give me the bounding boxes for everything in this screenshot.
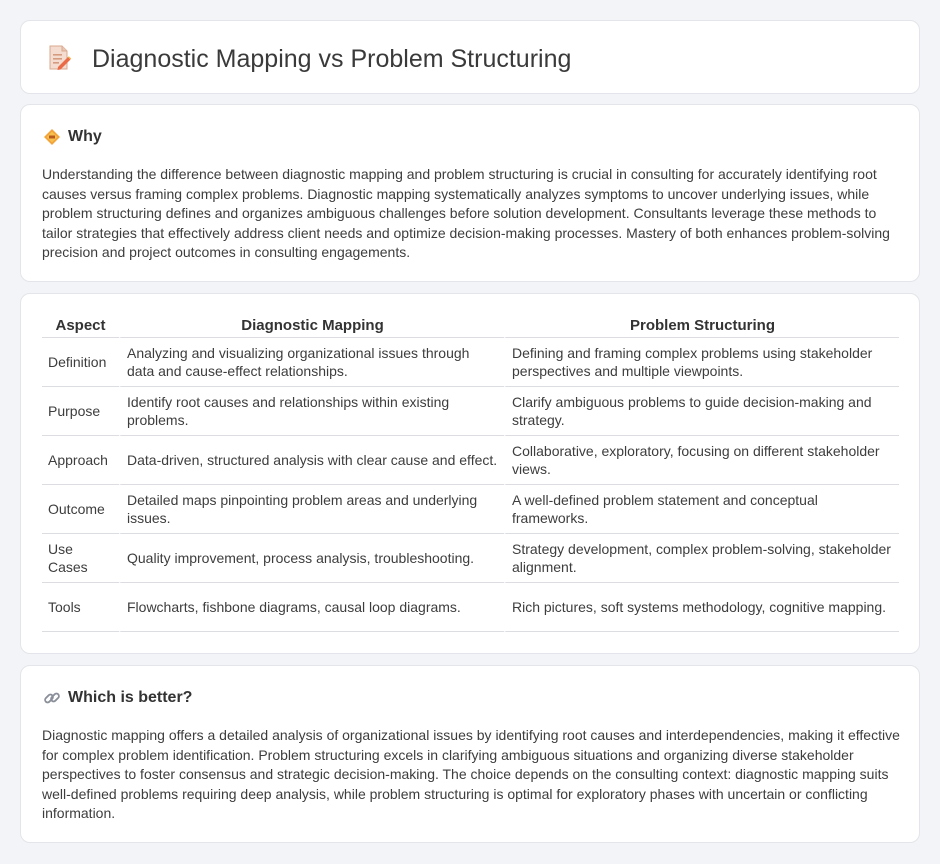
- problem-structuring-cell: A well-defined problem statement and conceptual frameworks.: [504, 485, 899, 534]
- comparison-table: [42, 316, 899, 632]
- better-heading: [43, 688, 192, 708]
- which-is-better-card: [20, 665, 920, 843]
- problem-structuring-cell: Rich pictures, soft systems methodology, cognitive mapping.: [504, 583, 899, 632]
- diagnostic-mapping-cell: Data-driven, structured analysis with clear cause and effect.: [119, 436, 504, 485]
- aspect-cell: Outcome: [42, 485, 119, 534]
- aspect-cell: Purpose: [42, 387, 119, 436]
- diagnostic-mapping-cell: Identify root causes and relationships within existing problems.: [119, 387, 504, 436]
- better-heading-text: Which is better?: [68, 689, 193, 706]
- table-header-row: [42, 316, 899, 338]
- table-row: [42, 436, 899, 485]
- diagnostic-mapping-cell: Analyzing and visualizing organizational issues through data and cause-effect relationships.: [119, 338, 504, 387]
- table-row: [42, 387, 899, 436]
- aspect-cell: Use Cases: [42, 534, 119, 583]
- why-text: Understanding the difference between diagnostic mapping and problem structuring is crucial in consulting for accurately identifying root causes versus framing complex problems. Diagnostic mapping systematically analyzes symptoms to uncover underlying issues, while problem structuring defines and organizes ambiguous challenges before solution development. Consultants leverage these methods to tailor strategies that effectively address client needs and optimize decision-making processes. Mastery of both enhances problem-solving precision and project outcomes in consulting engagements.: [42, 166, 890, 260]
- comparison-card: [20, 293, 920, 654]
- problem-structuring-cell: Collaborative, exploratory, focusing on different stakeholder views.: [504, 436, 899, 485]
- table-row: [42, 534, 899, 583]
- problem-structuring-cell: Defining and framing complex problems using stakeholder perspectives and multiple viewpoints.: [504, 338, 899, 387]
- why-card: [20, 104, 920, 282]
- header-diagnostic-mapping: Diagnostic Mapping: [119, 316, 504, 338]
- problem-structuring-cell: Clarify ambiguous problems to guide decision-making and strategy.: [504, 387, 899, 436]
- page-title: Diagnostic Mapping vs Problem Structuring: [92, 45, 572, 73]
- header-card: [20, 20, 920, 94]
- aspect-cell: Approach: [42, 436, 119, 485]
- header-aspect: Aspect: [42, 316, 119, 338]
- table-row: [42, 485, 899, 534]
- problem-structuring-cell: Strategy development, complex problem-solving, stakeholder alignment.: [504, 534, 899, 583]
- why-heading: [43, 127, 102, 147]
- table-row: [42, 338, 899, 387]
- better-text: Diagnostic mapping offers a detailed analysis of organizational issues by identifying root causes and interdependencies, making it effective for complex problem identification. Problem structuring excels in clarifying ambiguous situations and organizing diverse stakeholder perspectives to foster consensus and strategic decision-making. The choice depends on the consulting context: diagnostic mapping suits well-defined problems requiring deep analysis, while problem structuring is optimal for exploratory phases with uncertain or conflicting information.: [42, 727, 900, 821]
- aspect-cell: Definition: [42, 338, 119, 387]
- diamond-sign-icon: [43, 128, 61, 146]
- table-row: [42, 583, 899, 632]
- diagnostic-mapping-cell: Flowcharts, fishbone diagrams, causal loop diagrams.: [119, 583, 504, 632]
- why-heading-text: Why: [68, 128, 102, 145]
- diagnostic-mapping-cell: Detailed maps pinpointing problem areas and underlying issues.: [119, 485, 504, 534]
- document-pencil-icon: [47, 45, 71, 71]
- link-icon: [43, 689, 61, 707]
- header-problem-structuring: Problem Structuring: [504, 316, 899, 338]
- aspect-cell: Tools: [42, 583, 119, 632]
- diagnostic-mapping-cell: Quality improvement, process analysis, troubleshooting.: [119, 534, 504, 583]
